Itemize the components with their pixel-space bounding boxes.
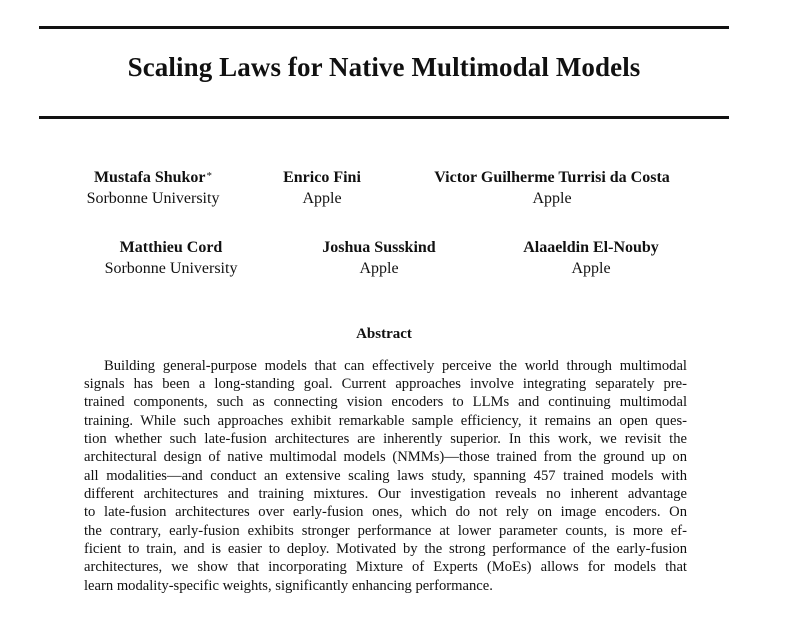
author-affiliation: Sorbonne University [104,260,238,277]
abstract-heading: Abstract [356,326,412,342]
author-affiliation: Apple [359,260,399,277]
author-block [96,238,246,279]
author-block [416,168,688,209]
author-affiliation: Apple [571,260,611,277]
author-name: Alaaeldin El-Nouby [523,239,659,256]
abstract-line: different architectures and training mixtures. Our investigation reveals no inherent advantage [84,486,687,502]
abstract-line: the contrary, early-fusion exhibits stronger performance at lower parameter counts, is more ef- [84,523,687,539]
title-bottom-rule [39,116,729,119]
author-block [78,168,228,209]
author-block [298,238,460,279]
author-block [264,168,380,209]
abstract-line: learn modality-specific weights, significantly enhancing performance. [84,578,493,594]
abstract-line: all modalities—and conduct an extensive scaling laws study, spanning 457 trained models with [84,468,687,484]
title-top-rule [39,26,729,29]
abstract-line: ficient to train, and is easier to deploy. Motivated by the strong performance of the early-fusion [84,541,687,557]
abstract-line: signals has been a long-standing goal. Current approaches involve integrating separately pre- [84,376,687,392]
author-affiliation: Apple [302,190,342,207]
author-name: Joshua Susskind [322,239,436,256]
abstract-line: training. While such approaches exhibit remarkable sample efficiency, it remains an open ques- [84,413,687,429]
abstract-line: tion whether such late-fusion architectures are inherently superior. In this work, we revisit the [84,431,687,447]
corresponding-author-mark: * [206,170,213,182]
author-affiliation: Apple [532,190,572,207]
abstract-line: trained components, such as connecting vision encoders to LLMs and continuing multimodal [84,394,687,410]
author-affiliation: Sorbonne University [86,190,220,207]
abstract-line: to late-fusion architectures over early-fusion ones, which do not rely on image encoders. On [84,504,687,520]
abstract-line: architectures, we show that incorporating Mixture of Experts (MoEs) allows for models that [84,559,687,575]
abstract-line: Building general-purpose models that can effectively perceive the world through multimodal [104,358,687,374]
paper-title: Scaling Laws for Native Multimodal Models [127,52,641,82]
author-name: Mustafa Shukor* [93,169,213,186]
author-name: Matthieu Cord [119,239,223,256]
author-name: Enrico Fini [283,169,361,186]
author-name: Victor Guilherme Turrisi da Costa [434,169,670,186]
author-block [504,238,678,279]
abstract-line: architectural design of native multimodal models (NMMs)—those trained from the ground up on [84,449,687,465]
